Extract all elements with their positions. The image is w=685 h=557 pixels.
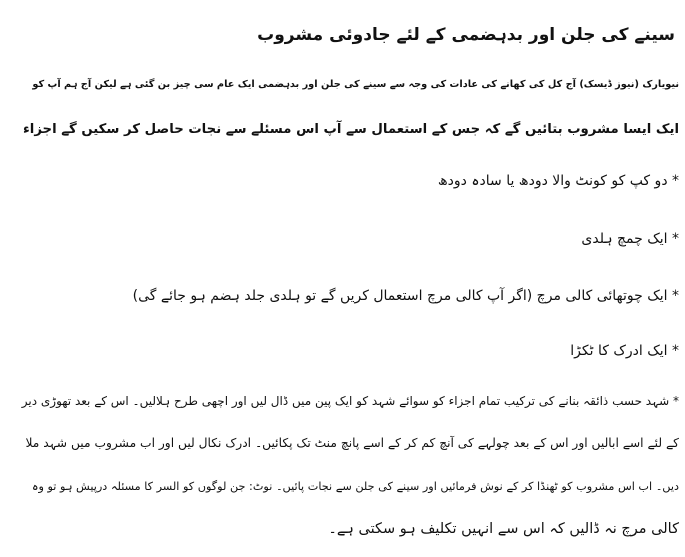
ingredient-item: * ایک چمچ ہلدی	[581, 231, 679, 247]
ingredient-item: * ایک ادرک کا ٹکڑا	[570, 343, 679, 359]
method-line-3: دیں۔ اب اس مشروب کو ٹھنڈا کر کے نوش فرمائیں اور سینے کی جلن سے نجات پائیں۔ نوٹ: جن لوگوں کو السر کا مسئلہ درپیش ہو تو وہ	[31, 480, 679, 493]
method-line-2: کے لئے اسے ابالیں اور اس کے بعد چولہے کی آنچ کم کر کے اسے پانچ منٹ تک پکائیں۔ ادرک نکال لیں اور اب مشروب میں شہد ملا	[25, 436, 679, 450]
ingredient-item: * دو کپ کو کونٹ والا دودھ یا سادہ دودھ	[437, 173, 679, 189]
intro-line-2: ایک ایسا مشروب بتائیں گے کہ جس کے استعمال سے آپ اس مسئلے سے نجات حاصل کر سکیں گے اجزاء	[23, 122, 679, 137]
method-line-1: * شہد حسب ذائقہ بنانے کی ترکیب تمام اجزاء کو سوائے شہد کو ایک پین میں ڈال لیں اور اچھی طرح ہلالیں۔ اس کے بعد تھوڑی دیر	[21, 394, 679, 408]
method-line-4: کالی مرچ نہ ڈالیں کہ اس سے انہیں تکلیف ہو سکتی ہے۔	[328, 521, 679, 537]
article-title: سینے کی جلن اور بدہضمی کے لئے جادوئی مشروب	[257, 25, 675, 45]
ingredient-item: * ایک چوتھائی کالی مرچ (اگر آپ کالی مرچ استعمال کریں گے تو ہلدی جلد ہضم ہو جائے گی)	[132, 288, 679, 304]
intro-line-1: نیویارک (نیوز ڈیسک) آج کل کی کھانے کی عادات کی وجہ سے سینے کی جلن اور بدہضمی ایک عام سی چیز بن گئی ہے لیکن آج ہم آپ کو	[32, 79, 679, 90]
